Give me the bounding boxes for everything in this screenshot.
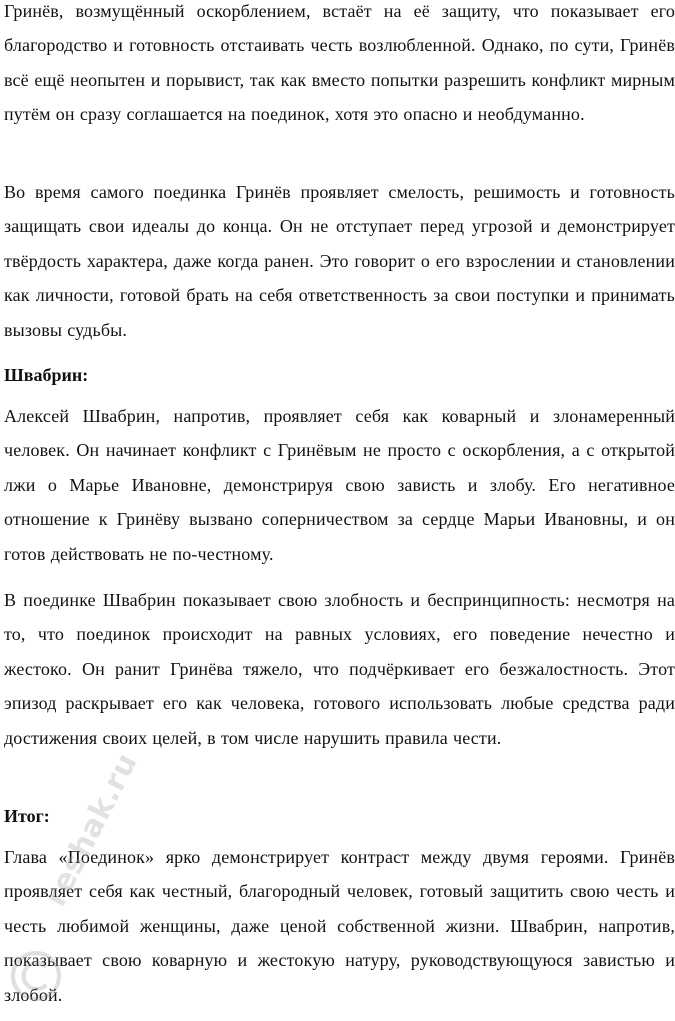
- paragraph-grinev-defense: Гринёв, возмущённый оскорблением, встаёт на её защиту, что показывает его благородство и готовность отстаивать честь возлюбленной. Однако, по сути, Гринёв всё ещё неопытен и порывист, так как вместо попытки разрешить конфликт мирным путём он сразу соглашается на поединок, хотя это опасно и необдуманно.: [4, 1, 675, 125]
- heading-shvabrin: Швабрин:: [4, 365, 89, 385]
- paragraph-shvabrin-duel: В поединке Швабрин показывает свою злобность и беспринципность: несмотря на то, что поединок происходит на равных условиях, его поведение нечестно и жестоко. Он ранит Гринёва тяжело, что подчёркивает его безжалостность. Этот эпизод раскрывает его как человека, готового использовать любые средства ради достижения своих целей, в том числе нарушить правила чести.: [4, 590, 675, 748]
- heading-itog: Итог:: [4, 806, 50, 826]
- paragraph-shvabrin-character: Алексей Швабрин, напротив, проявляет себя как коварный и злонамеренный человек. Он начинает конфликт с Гринёвым не просто с оскорбления, а с открытой лжи о Марье Ивановне, демонстрируя свою зависть и злобу. Его негативное отношение к Гринёву вызвано соперничеством за сердце Марьи Ивановны, и он готов действовать не по-честному.: [4, 406, 675, 564]
- paragraph-conclusion: Глава «Поединок» ярко демонстрирует контраст между двумя героями. Гринёв проявляет себя как честный, благородный человек, готовый защитить свою честь и честь любимой женщины, даже ценой собственной жизни. Швабрин, напротив, показывает свою коварную и жестокую натуру, руководствующуюся завистью и злобой.: [4, 847, 675, 1005]
- paragraph-grinev-duel: Во время самого поединка Гринёв проявляет смелость, решимость и готовность защищать свои идеалы до конца. Он не отступает перед угрозой и демонстрирует твёрдость характера, даже когда ранен. Это говорит о его взрослении и становлении как личности, готовой брать на себя ответственность за свои поступки и принимать вызовы судьбы.: [4, 182, 675, 340]
- watermark-text: reshak.ru: [38, 747, 145, 912]
